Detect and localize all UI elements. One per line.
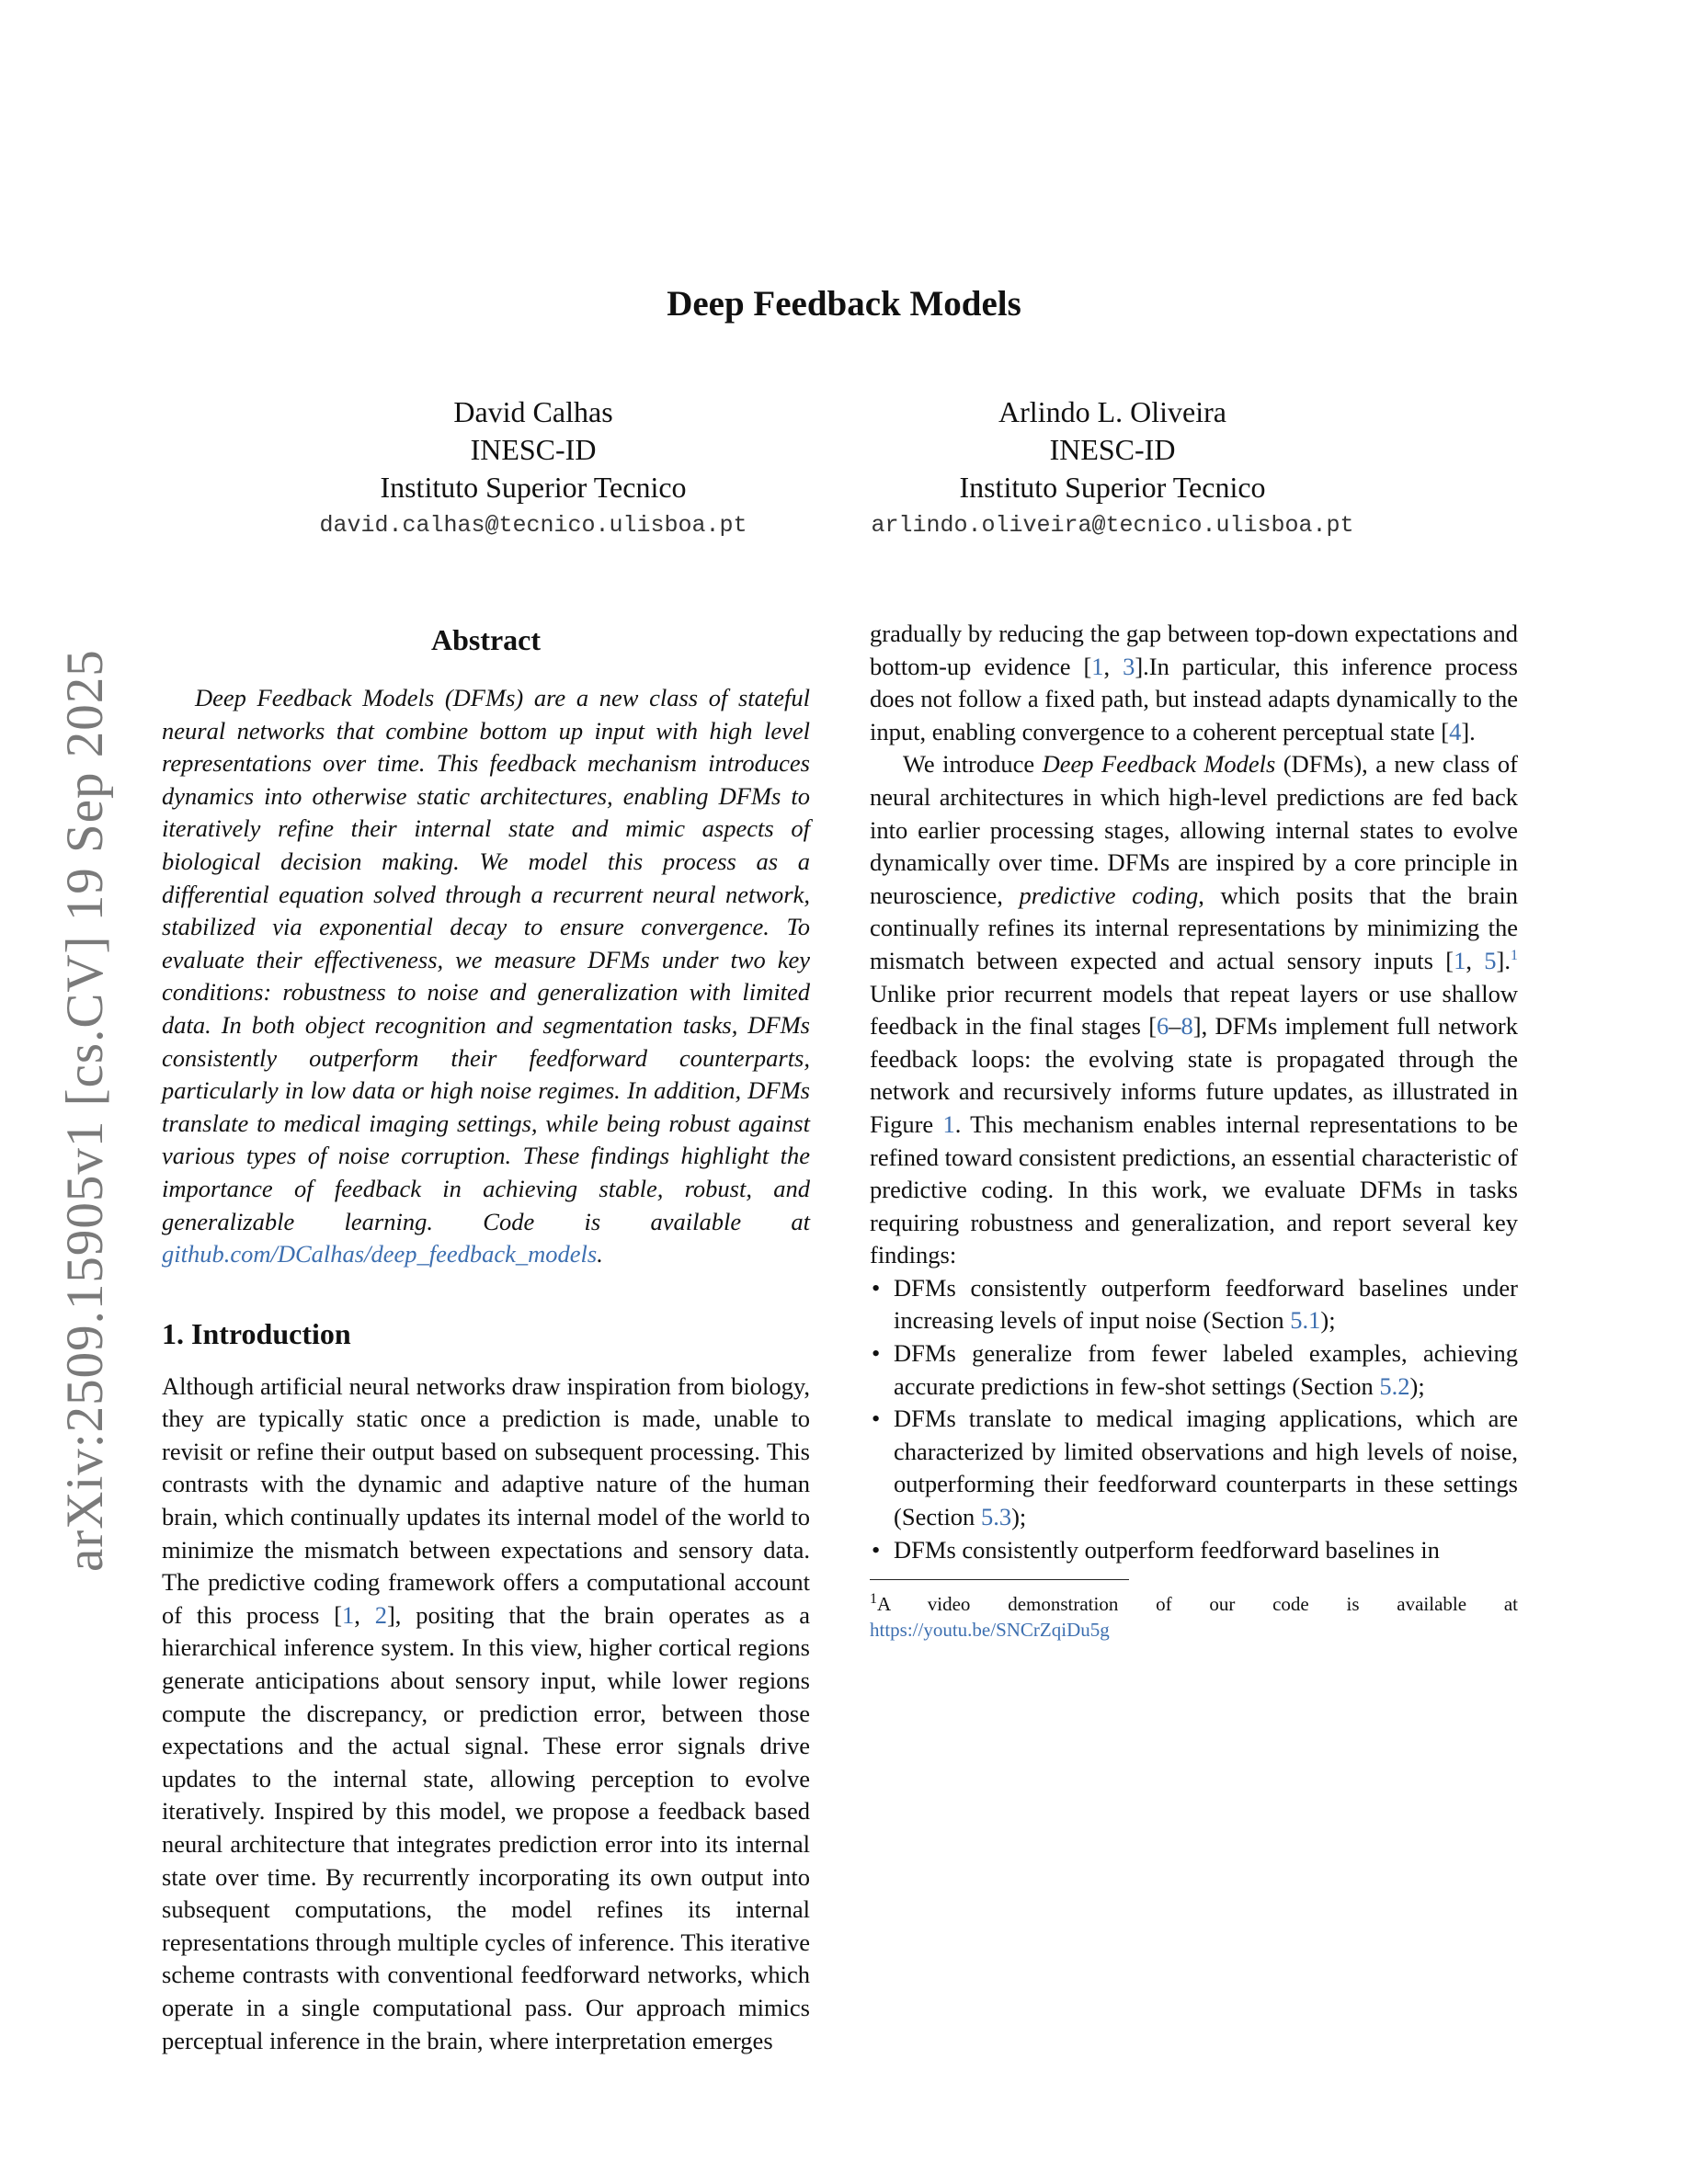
citation-link[interactable]: 5 (1484, 946, 1497, 974)
author-institution: Instituto Superior Tecnico (959, 471, 1266, 504)
list-item: • DFMs generalize from fewer labeled examples, achieving accurate predictions in few-shot settings (Section 5.2); (870, 1337, 1518, 1403)
left-column (162, 618, 810, 2057)
footnote-link[interactable]: 1 (1511, 948, 1518, 964)
section-heading-introduction: 1. Introduction (162, 1316, 351, 1350)
intro-paragraph: Although artificial neural networks draw inspiration from biology, they are typically static once a prediction is made, unable to revisit or refine their output based on subsequent processing. This contrasts with the dynamic and adaptive nature of the human brain, which continually updates its internal model of the world to minimize the mismatch between expectations and sensory data. The predictive coding framework offers a computational account of this process [1, 2], positing that the brain operates as a hierarchical inference system. In this view, higher cortical regions generate anticipations about sensory input, while lower regions compute the discrepancy, or prediction error, between those expectations and the actual signal. These error signals drive updates to the internal state, allowing perception to evolve iteratively. Inspired by this model, we propose a feedback based neural architecture that integrates prediction error into its internal state over time. By recurrently incorporating its own output into subsequent computations, the model refines its internal representations through multiple cycles of inference. This iterative scheme contrasts with conventional feedforward networks, which operate in a single computational pass. Our approach mimics perceptual inference in the brain, where interpretation emerges (162, 1371, 810, 2054)
citation-link[interactable]: 1 (1454, 946, 1466, 974)
findings-list (870, 1272, 1518, 1566)
right-column (870, 618, 1518, 1643)
citation-link[interactable]: 2 (374, 1600, 387, 1629)
intro-paragraph-continued: gradually by reducing the gap between top-down expectations and bottom-up evidence [1, 3].In particular, this inference process does not follow a fixed path, but instead adapts dynamically to the input, enabling convergence to a coherent perceptual state [4]. (870, 620, 1518, 745)
code-link[interactable]: github.com/DCalhas/deep_feedback_models (162, 1240, 598, 1268)
author-institution: Instituto Superior Tecnico (380, 471, 687, 504)
citation-link[interactable]: 8 (1180, 1012, 1193, 1041)
author-name: Arlindo L. Oliveira (998, 395, 1226, 428)
author-affiliation: INESC-ID (1049, 433, 1176, 466)
section-link[interactable]: 5.2 (1379, 1371, 1410, 1400)
figure-link[interactable]: 1 (942, 1109, 955, 1138)
abstract-text: Deep Feedback Models (DFMs) are a new class of stateful neural networks that combine bottom up input with high level representations over time. This feedback mechanism introduces dynamics into otherwise static architectures, enabling DFMs to iteratively refine their internal state and mimic aspects of biological decision making. We model this process as a differential equation solved through a recurrent neural network, stabilized via exponential decay to ensure convergence. To evaluate their effectiveness, we measure DFMs under two key conditions: robustness to noise and generalization with limited data. In both object recognition and segmentation tasks, DFMs consistently outperform their feedforward counterparts, particularly in low data or high noise regimes. In addition, DFMs translate to medical imaging settings, while being robust against various types of noise corruption. These findings highlight the importance of feedback in achieving stable, robust, and generalizable learning. Code is available at github.com/DCalhas/deep_feedback_models. (162, 684, 810, 1268)
abstract-heading: Abstract (430, 623, 542, 656)
video-link[interactable]: https://youtu.be/SNCrZqiDu5g (870, 1619, 1110, 1642)
section-link[interactable]: 5.3 (980, 1503, 1012, 1531)
citation-link[interactable]: 6 (1157, 1012, 1169, 1041)
list-item: • DFMs translate to medical imaging applications, which are characterized by limited observations and high levels of noise, outperforming their feedforward counterparts in these settings (Section 5.3); (870, 1403, 1518, 1533)
list-item: • DFMs consistently outperform feedforward baselines under increasing levels of input noise (Section 5.1); (870, 1272, 1518, 1337)
list-item: • DFMs consistently outperform feedforward baselines in (870, 1534, 1518, 1567)
footnote-divider (870, 1579, 1129, 1580)
footnote: $^1$A video demonstration of our code is available at https://youtu.be/SNCrZqiDu5g (870, 1591, 1518, 1642)
author-block (791, 393, 1434, 545)
author-block (211, 393, 855, 545)
citation-link[interactable]: 1 (1091, 652, 1104, 680)
citation-link[interactable]: 4 (1449, 717, 1462, 745)
author-email[interactable]: arlindo.oliveira@tecnico.ulisboa.pt (871, 512, 1354, 539)
arxiv-stamp: arXiv:2509.15905v1 [cs.CV] 19 Sep 2025 (56, 649, 114, 1572)
citation-link[interactable]: 1 (342, 1600, 355, 1629)
citation-link[interactable]: 3 (1123, 652, 1135, 680)
section-link[interactable]: 5.1 (1290, 1306, 1321, 1335)
author-email[interactable]: david.calhas@tecnico.ulisboa.pt (319, 512, 747, 539)
intro-paragraph: We introduce Deep Feedback Models (DFMs), a new class of neural architectures in which high-level predictions are fed back into earlier processing stages, allowing internal states to evolve dynamically over time. DFMs are inspired by a core principle in neuroscience, predictive coding, which posits that the brain continually refines its internal representations by minimizing the mismatch between expected and actual sensory inputs [1, 5].$^1$ Unlike prior recurrent models that repeat layers or use shallow feedback in the final stages [6–8], DFMs implement full network feedback loops: the evolving state is propagated through the network and recursively informs future updates, as illustrated in Figure 1. This mechanism enables internal representations to be refined toward consistent predictions, an essential characteristic of predictive coding. In this work, we evaluate DFMs in tasks requiring robustness and generalization, and report several key findings: (870, 750, 1518, 1269)
author-affiliation: INESC-ID (470, 433, 597, 466)
author-name: David Calhas (453, 395, 613, 428)
paper-title: Deep Feedback Models (667, 284, 1021, 324)
